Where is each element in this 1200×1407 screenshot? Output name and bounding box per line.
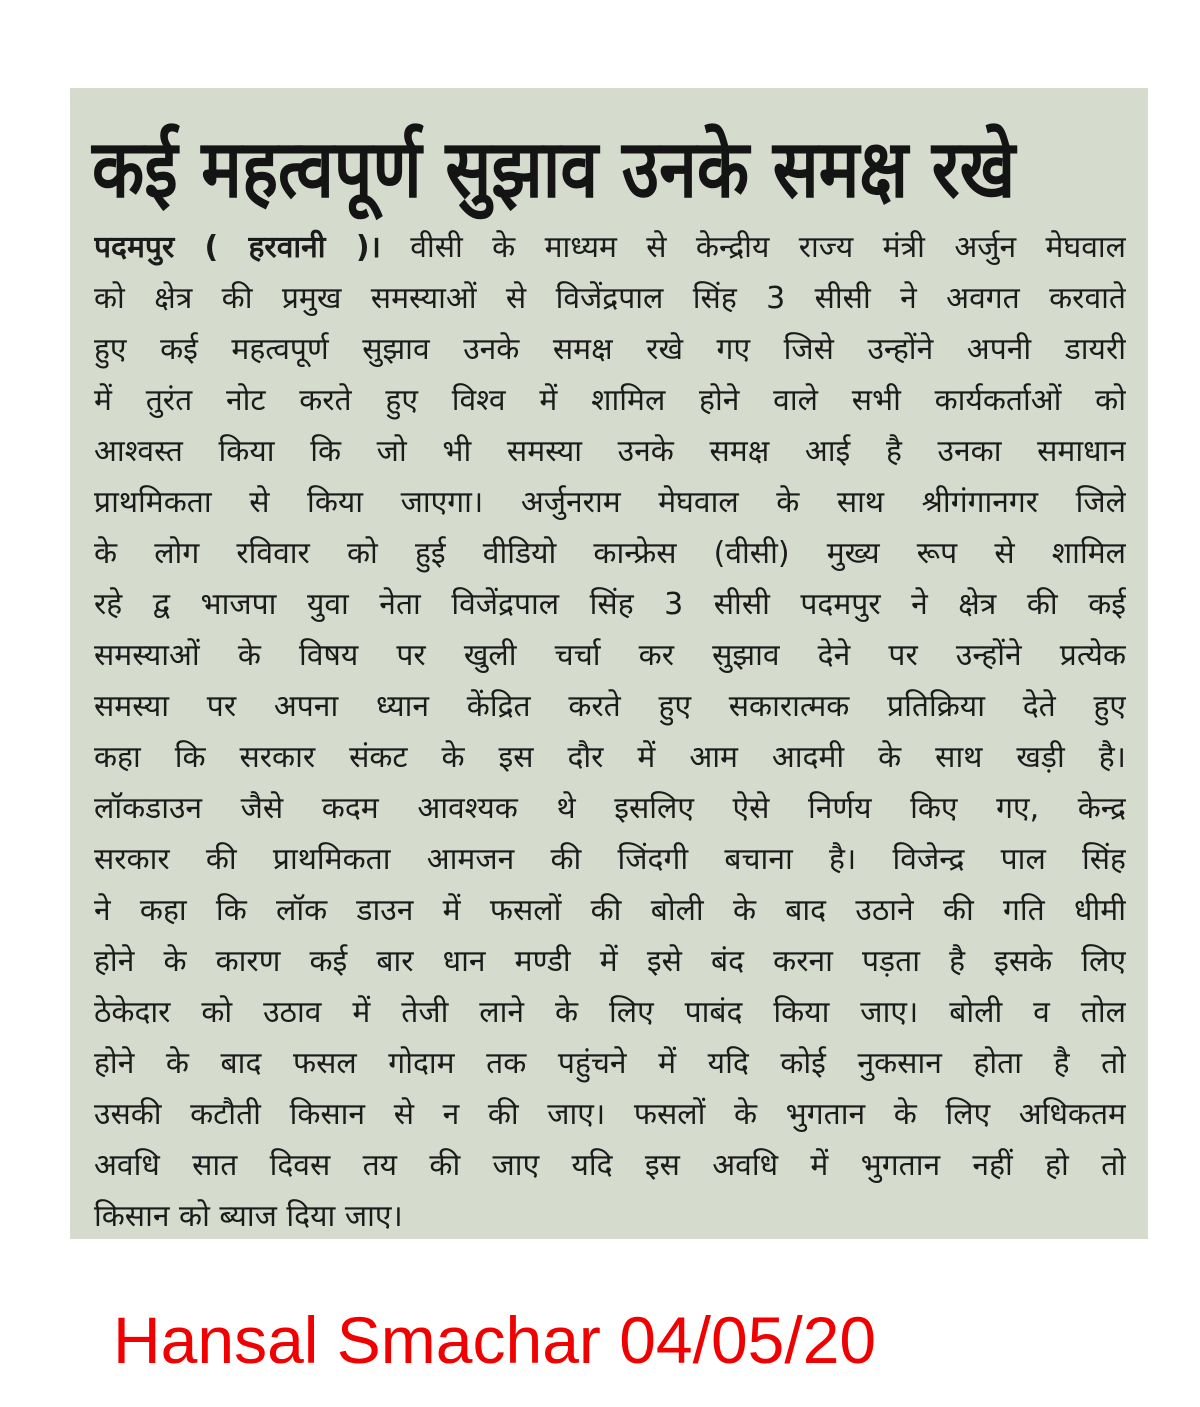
article-line: सरकार की प्राथमिकता आमजन की जिंदगी बचाना है। विजेन्द्र पाल सिंह <box>94 842 1126 877</box>
dateline: पदमपुर ( हरवानी )। <box>94 230 381 265</box>
article-line-last: किसान को ब्याज दिया जाए। <box>94 1199 403 1234</box>
article-line: उसकी कटौती किसान से न की जाए। फसलों के भुगतान के लिए अधिकतम <box>94 1097 1126 1132</box>
headline: कई महत्वपूर्ण सुझाव उनके समक्ष रखे <box>92 123 1016 217</box>
article-line: ने कहा कि लॉक डाउन में फसलों की बोली के बाद उठाने की गति धीमी <box>94 893 1126 928</box>
article-line: हुए कई महत्वपूर्ण सुझाव उनके समक्ष रखे गए जिसे उन्होंने अपनी डायरी <box>94 332 1126 367</box>
article-line: ठेकेदार को उठाव में तेजी लाने के लिए पाबंद किया जाए। बोली व तोल <box>94 995 1126 1030</box>
article-line: रहे द्व भाजपा युवा नेता विजेंद्रपाल सिंह 3 सीसी पदमपुर ने क्षेत्र की कई <box>94 587 1126 622</box>
article-line: में तुरंत नोट करते हुए विश्व में शामिल होने वाले सभी कार्यकर्ताओं को <box>94 383 1126 418</box>
article-line: समस्याओं के विषय पर खुली चर्चा कर सुझाव देने पर उन्होंने प्रत्येक <box>94 638 1126 673</box>
article-line: समस्या पर अपना ध्यान केंद्रित करते हुए सकारात्मक प्रतिक्रिया देते हुए <box>94 689 1126 724</box>
article-line: अवधि सात दिवस तय की जाए यदि इस अवधि में भुगतान नहीं हो तो <box>94 1148 1126 1183</box>
article-body <box>94 222 1126 1242</box>
article-line-1 <box>94 222 1126 273</box>
source-caption: Hansal Smachar 04/05/20 <box>113 1303 877 1377</box>
article-line: होने के कारण कई बार धान मण्डी में इसे बंद करना पड़ता है इसके लिए <box>94 944 1126 979</box>
newspaper-clipping <box>70 88 1148 1239</box>
article-line: लॉकडाउन जैसे कदम आवश्यक थे इसलिए ऐसे निर्णय किए गए, केन्द्र <box>94 791 1126 826</box>
article-line: प्राथमिकता से किया जाएगा। अर्जुनराम मेघवाल के साथ श्रीगंगानगर जिले <box>94 485 1126 520</box>
article-line: के लोग रविवार को हुई वीडियो कान्फ्रेस (वीसी) मुख्य रूप से शामिल <box>94 536 1126 571</box>
article-line: को क्षेत्र की प्रमुख समस्याओं से विजेंद्रपाल सिंह 3 सीसी ने अवगत करवाते <box>94 281 1126 316</box>
article-lead: वीसी के माध्यम से केन्द्रीय राज्य मंत्री अर्जुन मेघवाल <box>410 230 1126 265</box>
article-line: होने के बाद फसल गोदाम तक पहुंचने में यदि कोई नुकसान होता है तो <box>94 1046 1126 1081</box>
article-line: आश्वस्त किया कि जो भी समस्या उनके समक्ष आई है उनका समाधान <box>94 434 1126 469</box>
article-line: कहा कि सरकार संकट के इस दौर में आम आदमी के साथ खड़ी है। <box>94 740 1126 775</box>
